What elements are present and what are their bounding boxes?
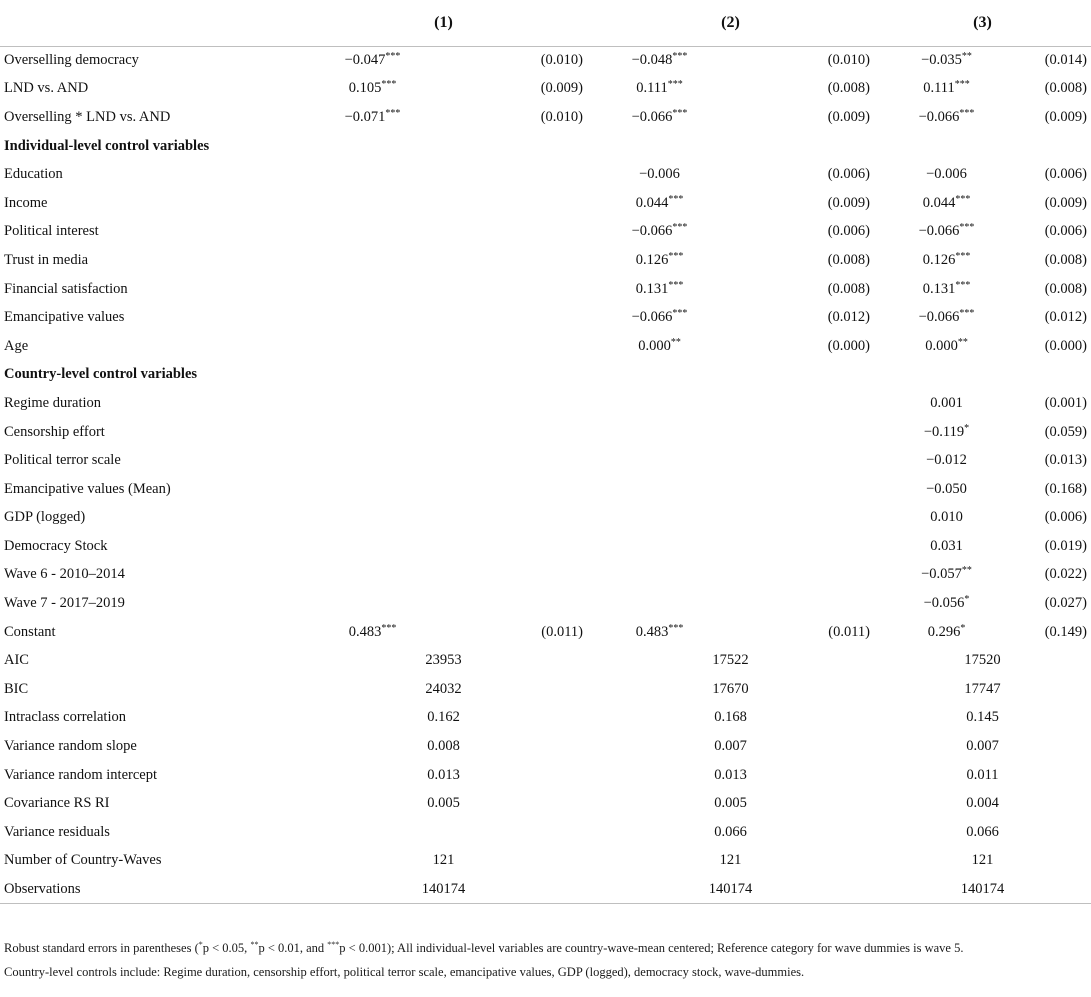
significance-stars: ** bbox=[670, 336, 681, 348]
standard-error-cell bbox=[445, 475, 587, 504]
significance-stars: *** bbox=[385, 107, 401, 119]
note-country-controls: Country-level controls include: Regime duration, censorship effort, political terror scale, emancipative values, GDP (logged), democracy stock, wave-dummies. bbox=[4, 965, 805, 980]
standard-error-cell: (0.009) bbox=[1044, 194, 1087, 211]
standard-error-cell: (0.168) bbox=[1044, 480, 1087, 497]
variable-label: Financial satisfaction bbox=[4, 280, 128, 297]
variable-label: Overselling democracy bbox=[4, 52, 139, 69]
coefficient-cell bbox=[300, 475, 445, 504]
coefficient-cell bbox=[874, 75, 1019, 104]
standard-error-cell: (0.014) bbox=[1044, 52, 1087, 69]
stat-row bbox=[0, 732, 1091, 761]
significance-stars: *** bbox=[955, 193, 971, 205]
significance-stars: *** bbox=[668, 622, 684, 634]
coefficient-value: −0.006 bbox=[639, 166, 680, 183]
standard-error-cell bbox=[732, 418, 874, 447]
coefficient-cell bbox=[587, 189, 732, 218]
coefficient-value: −0.066 bbox=[631, 108, 673, 125]
coefficient-value: −0.012 bbox=[926, 452, 967, 469]
coefficient-cell bbox=[300, 246, 445, 275]
stat-value: 17747 bbox=[964, 680, 1001, 697]
coefficient-cell bbox=[300, 189, 445, 218]
coefficient-value: −0.035 bbox=[921, 52, 962, 69]
coefficient-cell bbox=[587, 504, 732, 533]
section-header-row bbox=[0, 132, 1091, 161]
significance-stars: *** bbox=[385, 51, 401, 63]
variable-label: Censorship effort bbox=[4, 423, 105, 440]
standard-error-cell bbox=[732, 475, 874, 504]
standard-error-cell bbox=[445, 332, 587, 361]
stat-row bbox=[0, 789, 1091, 818]
coefficient-cell bbox=[587, 561, 732, 590]
coefficient-cell bbox=[587, 618, 732, 647]
stat-value: 0.005 bbox=[714, 795, 747, 812]
section-header-row bbox=[0, 361, 1091, 390]
stat-value: 0.007 bbox=[714, 738, 747, 755]
significance-stars: *** bbox=[672, 51, 688, 63]
coefficient-cell bbox=[300, 418, 445, 447]
coefficient-cell bbox=[874, 275, 1019, 304]
standard-error-cell: (0.006) bbox=[827, 223, 870, 240]
stat-label: Number of Country-Waves bbox=[4, 852, 162, 869]
table-row bbox=[0, 303, 1091, 332]
coefficient-value: 0.044 bbox=[922, 194, 956, 211]
standard-error-cell: (0.009) bbox=[1044, 108, 1087, 125]
stat-label: Variance residuals bbox=[4, 823, 110, 840]
standard-error-cell bbox=[732, 561, 874, 590]
stat-value: 140174 bbox=[587, 875, 874, 904]
coefficient-value: 0.111 bbox=[923, 80, 955, 97]
stat-value: 121 bbox=[432, 852, 455, 869]
significance-stars: *** bbox=[955, 250, 971, 262]
header-model-2: (2) bbox=[587, 0, 874, 46]
section-label: Individual-level control variables bbox=[4, 137, 210, 154]
coefficient-cell bbox=[874, 618, 1019, 647]
variable-label: Constant bbox=[4, 623, 56, 640]
coefficient-value: −0.056 bbox=[923, 595, 965, 612]
standard-error-cell: (0.010) bbox=[540, 52, 583, 69]
variable-label: Democracy Stock bbox=[4, 537, 108, 554]
coefficient-cell bbox=[300, 532, 445, 561]
coefficient-cell bbox=[874, 246, 1019, 275]
variable-label: Education bbox=[4, 166, 63, 183]
coefficient-cell bbox=[874, 103, 1019, 132]
stat-value: 0.066 bbox=[714, 823, 747, 840]
table-row bbox=[0, 218, 1091, 247]
table-row bbox=[0, 103, 1091, 132]
table-row bbox=[0, 446, 1091, 475]
table-row bbox=[0, 475, 1091, 504]
significance-stars: *** bbox=[381, 79, 397, 91]
table-row bbox=[0, 389, 1091, 418]
table-notes bbox=[4, 936, 1084, 988]
stat-value: 17520 bbox=[964, 652, 1001, 669]
variable-label: Wave 7 - 2017–2019 bbox=[4, 595, 125, 612]
standard-error-cell: (0.009) bbox=[540, 80, 583, 97]
standard-error-cell bbox=[445, 589, 587, 618]
stat-row bbox=[0, 875, 1091, 904]
coefficient-cell bbox=[587, 103, 732, 132]
coefficient-cell bbox=[300, 46, 445, 75]
significance-stars: *** bbox=[954, 79, 970, 91]
coefficient-value: 0.001 bbox=[930, 394, 963, 411]
table-row bbox=[0, 246, 1091, 275]
significance-stars: *** bbox=[667, 79, 683, 91]
standard-error-cell bbox=[732, 532, 874, 561]
variable-label: GDP (logged) bbox=[4, 509, 86, 526]
table-row bbox=[0, 160, 1091, 189]
stat-label: Observations bbox=[0, 875, 300, 904]
coefficient-cell bbox=[587, 532, 732, 561]
coefficient-value: −0.066 bbox=[631, 223, 673, 240]
coefficient-cell bbox=[874, 532, 1019, 561]
stat-value: 0.145 bbox=[966, 709, 999, 726]
variable-label: Trust in media bbox=[4, 251, 89, 268]
coefficient-value: 0.126 bbox=[922, 251, 956, 268]
stat-label: Covariance RS RI bbox=[4, 795, 110, 812]
section-label: Country-level control variables bbox=[4, 366, 198, 383]
standard-error-cell: (0.008) bbox=[827, 80, 870, 97]
variable-label: Overselling * LND vs. AND bbox=[4, 108, 171, 125]
stat-value: 140174 bbox=[300, 875, 587, 904]
standard-error-cell bbox=[732, 504, 874, 533]
significance-stars: *** bbox=[381, 622, 397, 634]
standard-error-cell: (0.006) bbox=[1044, 223, 1087, 240]
header-row bbox=[0, 0, 1091, 46]
stat-value: 0.011 bbox=[966, 766, 999, 783]
table-row bbox=[0, 275, 1091, 304]
coefficient-cell bbox=[587, 75, 732, 104]
stat-value: 0.005 bbox=[427, 795, 460, 812]
coefficient-value: −0.066 bbox=[918, 223, 960, 240]
stat-row bbox=[0, 818, 1091, 847]
note-standard-errors: Robust standard errors in parentheses (*p < 0.05, **p < 0.01, and ***p < 0.001); All individual-level variables are country-wave-mean centered; Reference category for wave dummies is wave 5. bbox=[4, 940, 964, 956]
coefficient-value: 0.126 bbox=[635, 251, 669, 268]
coefficient-value: −0.048 bbox=[631, 52, 673, 69]
coefficient-cell bbox=[300, 103, 445, 132]
standard-error-cell bbox=[445, 446, 587, 475]
coefficient-cell bbox=[587, 303, 732, 332]
standard-error-cell: (0.006) bbox=[1044, 166, 1087, 183]
stat-row bbox=[0, 675, 1091, 704]
significance-stars: *** bbox=[672, 308, 688, 320]
coefficient-value: −0.057 bbox=[921, 566, 962, 583]
coefficient-value: −0.066 bbox=[631, 309, 673, 326]
significance-stars: *** bbox=[668, 193, 684, 205]
standard-error-cell: (0.010) bbox=[827, 52, 870, 69]
variable-label: Regime duration bbox=[4, 394, 102, 411]
table-row bbox=[0, 332, 1091, 361]
significance-stars: *** bbox=[959, 107, 975, 119]
coefficient-cell bbox=[874, 46, 1019, 75]
coefficient-cell bbox=[874, 218, 1019, 247]
variable-label: Political terror scale bbox=[4, 452, 121, 469]
coefficient-cell bbox=[587, 589, 732, 618]
coefficient-value: 0.296 bbox=[927, 623, 961, 640]
coefficient-cell bbox=[300, 275, 445, 304]
coefficient-value: 0.010 bbox=[930, 509, 963, 526]
stat-label: Variance random slope bbox=[4, 738, 137, 755]
standard-error-cell: (0.008) bbox=[1044, 251, 1087, 268]
coefficient-value: −0.066 bbox=[918, 108, 960, 125]
coefficient-value: 0.105 bbox=[348, 80, 382, 97]
coefficient-cell bbox=[874, 589, 1019, 618]
header-empty bbox=[0, 0, 300, 46]
significance-stars: ** bbox=[961, 565, 972, 577]
significance-stars: *** bbox=[959, 222, 975, 234]
coefficient-value: 0.000 bbox=[925, 337, 958, 354]
coefficient-cell bbox=[300, 218, 445, 247]
standard-error-cell: (0.008) bbox=[1044, 280, 1087, 297]
variable-label: LND vs. AND bbox=[4, 80, 89, 97]
standard-error-cell: (0.012) bbox=[1044, 309, 1087, 326]
stat-row bbox=[0, 704, 1091, 733]
coefficient-cell bbox=[874, 446, 1019, 475]
stat-label: AIC bbox=[4, 652, 29, 669]
table-row bbox=[0, 189, 1091, 218]
variable-label: Age bbox=[4, 337, 29, 354]
coefficient-cell bbox=[300, 446, 445, 475]
standard-error-cell bbox=[732, 589, 874, 618]
stat-row bbox=[0, 646, 1091, 675]
significance-stars: * bbox=[964, 594, 970, 606]
header-model-3: (3) bbox=[874, 0, 1091, 46]
coefficient-cell bbox=[587, 418, 732, 447]
standard-error-cell bbox=[445, 160, 587, 189]
coefficient-cell bbox=[587, 332, 732, 361]
coefficient-value: 0.000 bbox=[638, 337, 671, 354]
variable-label: Wave 6 - 2010–2014 bbox=[4, 566, 125, 583]
standard-error-cell bbox=[732, 446, 874, 475]
variable-label: Income bbox=[4, 194, 48, 211]
stat-row bbox=[0, 761, 1091, 790]
stat-label: Intraclass correlation bbox=[4, 709, 126, 726]
table-row bbox=[0, 561, 1091, 590]
standard-error-cell: (0.008) bbox=[827, 251, 870, 268]
standard-error-cell bbox=[445, 246, 587, 275]
stat-label: BIC bbox=[4, 680, 29, 697]
standard-error-cell: (0.001) bbox=[1044, 394, 1087, 411]
stat-value: 17522 bbox=[712, 652, 749, 669]
section-filler bbox=[300, 361, 1091, 390]
significance-stars: * bbox=[964, 422, 970, 434]
coefficient-value: 0.483 bbox=[348, 623, 382, 640]
coefficient-value: 0.031 bbox=[930, 537, 963, 554]
standard-error-cell: (0.011) bbox=[541, 623, 583, 640]
stat-value: 0.013 bbox=[714, 766, 747, 783]
coefficient-cell bbox=[300, 389, 445, 418]
significance-stars: *** bbox=[668, 279, 684, 291]
coefficient-cell bbox=[300, 589, 445, 618]
standard-error-cell: (0.012) bbox=[827, 309, 870, 326]
standard-error-cell bbox=[445, 218, 587, 247]
coefficient-cell bbox=[300, 332, 445, 361]
standard-error-cell bbox=[445, 303, 587, 332]
stat-value: 0.013 bbox=[427, 766, 460, 783]
coefficient-cell bbox=[874, 303, 1019, 332]
table-row bbox=[0, 589, 1091, 618]
standard-error-cell: (0.011) bbox=[828, 623, 870, 640]
header-model-1: (1) bbox=[300, 0, 587, 46]
significance-stars: *** bbox=[672, 107, 688, 119]
standard-error-cell bbox=[732, 389, 874, 418]
table-row bbox=[0, 418, 1091, 447]
coefficient-cell bbox=[587, 446, 732, 475]
standard-error-cell bbox=[445, 561, 587, 590]
coefficient-cell bbox=[300, 160, 445, 189]
stat-value: 0.004 bbox=[966, 795, 999, 812]
coefficient-cell bbox=[874, 504, 1019, 533]
stat-label: Variance random intercept bbox=[4, 766, 157, 783]
table-row bbox=[0, 532, 1091, 561]
standard-error-cell: (0.000) bbox=[827, 337, 870, 354]
standard-error-cell: (0.008) bbox=[1044, 80, 1087, 97]
stat-row bbox=[0, 847, 1091, 876]
coefficient-cell bbox=[874, 475, 1019, 504]
standard-error-cell: (0.027) bbox=[1044, 595, 1087, 612]
coefficient-cell bbox=[874, 389, 1019, 418]
coefficient-cell bbox=[587, 246, 732, 275]
section-filler bbox=[300, 132, 1091, 161]
significance-stars: *** bbox=[955, 279, 971, 291]
coefficient-cell bbox=[874, 160, 1019, 189]
stat-value: 0.007 bbox=[966, 738, 999, 755]
table-row bbox=[0, 504, 1091, 533]
standard-error-cell: (0.008) bbox=[827, 280, 870, 297]
coefficient-value: −0.066 bbox=[918, 309, 960, 326]
stat-value: 17670 bbox=[712, 680, 749, 697]
standard-error-cell: (0.019) bbox=[1044, 537, 1087, 554]
standard-error-cell bbox=[445, 189, 587, 218]
standard-error-cell: (0.149) bbox=[1044, 623, 1087, 640]
coefficient-cell bbox=[587, 275, 732, 304]
stat-value: 0.168 bbox=[714, 709, 747, 726]
coefficient-cell bbox=[874, 189, 1019, 218]
standard-error-cell bbox=[445, 275, 587, 304]
standard-error-cell bbox=[445, 504, 587, 533]
coefficient-value: −0.047 bbox=[344, 52, 386, 69]
coefficient-cell bbox=[874, 418, 1019, 447]
standard-error-cell bbox=[445, 389, 587, 418]
coefficient-value: −0.050 bbox=[926, 480, 967, 497]
standard-error-cell: (0.059) bbox=[1044, 423, 1087, 440]
coefficient-value: 0.131 bbox=[635, 280, 669, 297]
stat-value: 140174 bbox=[874, 875, 1091, 904]
stat-value: 23953 bbox=[425, 652, 462, 669]
table-row bbox=[0, 75, 1091, 104]
standard-error-cell bbox=[445, 418, 587, 447]
coefficient-value: −0.071 bbox=[344, 108, 386, 125]
coefficient-value: 0.044 bbox=[635, 194, 669, 211]
variable-label: Political interest bbox=[4, 223, 99, 240]
coefficient-cell bbox=[587, 475, 732, 504]
coefficient-cell bbox=[300, 618, 445, 647]
coefficient-value: −0.006 bbox=[926, 166, 967, 183]
significance-stars: *** bbox=[959, 308, 975, 320]
significance-stars: ** bbox=[961, 51, 972, 63]
standard-error-cell bbox=[445, 532, 587, 561]
stat-value: 0.066 bbox=[966, 823, 999, 840]
coefficient-cell bbox=[300, 75, 445, 104]
standard-error-cell: (0.010) bbox=[540, 108, 583, 125]
stat-value: 121 bbox=[971, 852, 994, 869]
coefficient-value: −0.119 bbox=[923, 423, 965, 440]
standard-error-cell: (0.006) bbox=[1044, 509, 1087, 526]
stat-value bbox=[300, 818, 587, 847]
coefficient-cell bbox=[587, 46, 732, 75]
coefficient-cell bbox=[587, 218, 732, 247]
significance-stars: * bbox=[960, 622, 966, 634]
standard-error-cell: (0.000) bbox=[1044, 337, 1087, 354]
standard-error-cell: (0.013) bbox=[1044, 452, 1087, 469]
standard-error-cell: (0.009) bbox=[827, 194, 870, 211]
stat-value: 0.162 bbox=[427, 709, 460, 726]
standard-error-cell: (0.006) bbox=[827, 166, 870, 183]
table-row bbox=[0, 46, 1091, 75]
coefficient-value: 0.111 bbox=[636, 80, 668, 97]
coefficient-value: 0.131 bbox=[922, 280, 956, 297]
coefficient-cell bbox=[300, 504, 445, 533]
significance-stars: *** bbox=[668, 250, 684, 262]
variable-label: Emancipative values bbox=[4, 309, 125, 326]
coefficient-cell bbox=[300, 303, 445, 332]
coefficient-cell bbox=[874, 561, 1019, 590]
stat-value: 0.008 bbox=[427, 738, 460, 755]
coefficient-value: 0.483 bbox=[635, 623, 669, 640]
standard-error-cell: (0.022) bbox=[1044, 566, 1087, 583]
standard-error-cell: (0.009) bbox=[827, 108, 870, 125]
coefficient-cell bbox=[300, 561, 445, 590]
stat-value: 121 bbox=[719, 852, 742, 869]
significance-stars: *** bbox=[672, 222, 688, 234]
variable-label: Emancipative values (Mean) bbox=[4, 480, 171, 497]
table-row bbox=[0, 618, 1091, 647]
coefficient-cell bbox=[587, 389, 732, 418]
coefficient-cell bbox=[587, 160, 732, 189]
significance-stars: ** bbox=[957, 336, 968, 348]
coefficient-cell bbox=[874, 332, 1019, 361]
stat-value: 24032 bbox=[425, 680, 462, 697]
table-body bbox=[0, 46, 1091, 904]
